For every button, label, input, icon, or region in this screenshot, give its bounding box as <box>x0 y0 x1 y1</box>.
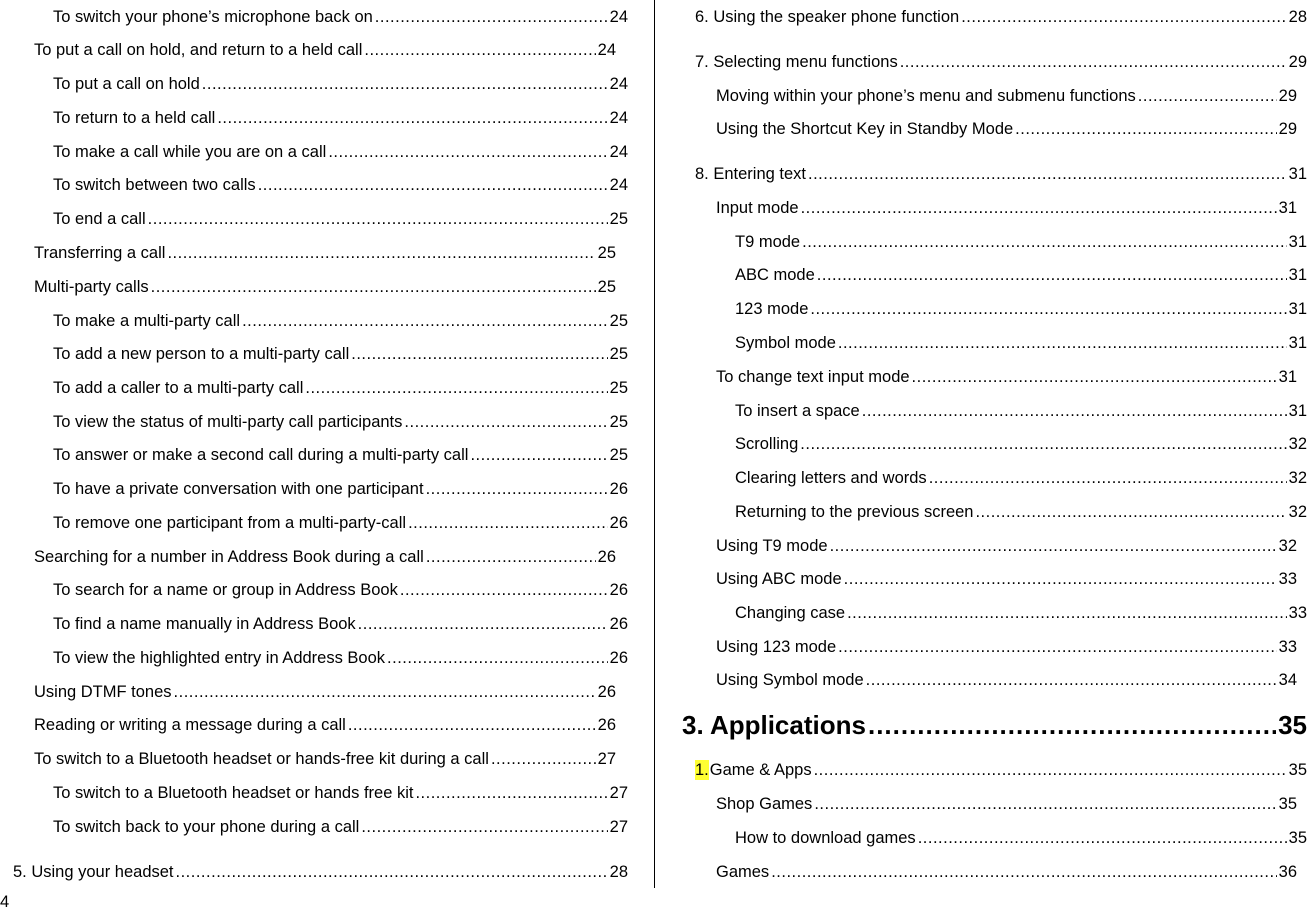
toc-entry[interactable]: To make a multi-party call ..... 25 <box>53 311 628 331</box>
toc-entry[interactable]: To switch to a Bluetooth headset or hands free kit ..... 27 <box>53 783 628 803</box>
toc-entry[interactable]: To end a call ..... 25 <box>53 209 628 229</box>
toc-entry[interactable]: T9 mode ..... 31 <box>735 232 1307 252</box>
highlighted-number: 1. <box>695 761 709 779</box>
toc-entry[interactable]: 123 mode ..... 31 <box>735 299 1307 319</box>
toc-entry[interactable]: Shop Games ..... 35 <box>716 794 1297 814</box>
toc-entry[interactable]: To switch back to your phone during a call ..... 27 <box>53 817 628 837</box>
toc-entry[interactable]: 7. Selecting menu functions ..... 29 <box>695 52 1307 72</box>
toc-entry[interactable]: To have a private conversation with one participant ..... 26 <box>53 479 628 499</box>
toc-entry[interactable]: How to download games ..... 35 <box>735 828 1307 848</box>
toc-entry[interactable]: To put a call on hold, and return to a held call ..... 24 <box>34 40 616 60</box>
toc-entry[interactable]: Reading or writing a message during a call ..... 26 <box>34 715 616 735</box>
toc-entry[interactable]: To add a new person to a multi-party call ..... 25 <box>53 344 628 364</box>
toc-entry[interactable]: Clearing letters and words ..... 32 <box>735 468 1307 488</box>
toc-entry[interactable]: Input mode ..... 31 <box>716 198 1297 218</box>
toc-entry[interactable]: To add a caller to a multi-party call ..... 25 <box>53 378 628 398</box>
toc-entry[interactable]: 8. Entering text ..... 31 <box>695 164 1307 184</box>
toc-entry[interactable]: Using T9 mode ..... 32 <box>716 536 1297 556</box>
toc-entry[interactable]: To put a call on hold ..... 24 <box>53 74 628 94</box>
toc-entry[interactable]: To change text input mode ..... 31 <box>716 367 1297 387</box>
toc-entry[interactable]: Scrolling ..... 32 <box>735 434 1307 454</box>
toc-entry[interactable]: Multi-party calls ..... 25 <box>34 277 616 297</box>
toc-entry[interactable]: To search for a name or group in Address Book ..... 26 <box>53 580 628 600</box>
page-number: 4 <box>0 893 10 911</box>
toc-entry[interactable]: Moving within your phone’s menu and submenu functions ..... 29 <box>716 86 1297 106</box>
toc-entry[interactable]: To switch your phone’s microphone back on ..... 24 <box>53 7 628 27</box>
toc-entry[interactable]: Symbol mode ..... 31 <box>735 333 1307 353</box>
toc-entry[interactable]: Using Symbol mode ..... 34 <box>716 670 1297 690</box>
toc-entry[interactable]: Returning to the previous screen ..... 32 <box>735 502 1307 522</box>
toc-entry[interactable]: Searching for a number in Address Book during a call ..... 26 <box>34 547 616 567</box>
toc-entry[interactable]: Using ABC mode ..... 33 <box>716 569 1297 589</box>
toc-entry[interactable]: Using DTMF tones ..... 26 <box>34 682 616 702</box>
toc-chapter-heading[interactable]: 3. Applications ..... 35 <box>682 710 1307 740</box>
toc-entry[interactable]: To view the status of multi-party call participants ..... 25 <box>53 412 628 432</box>
toc-entry[interactable]: Changing case ..... 33 <box>735 603 1307 623</box>
column-divider <box>654 0 655 888</box>
toc-entry[interactable]: To make a call while you are on a call ..... 24 <box>53 142 628 162</box>
toc-entry[interactable]: To answer or make a second call during a multi-party call ..... 25 <box>53 445 628 465</box>
toc-entry[interactable]: Transferring a call ..... 25 <box>34 243 616 263</box>
toc-entry[interactable]: 6. Using the speaker phone function ..... 28 <box>695 7 1307 27</box>
toc-entry[interactable]: To switch to a Bluetooth headset or hands-free kit during a call ..... 27 <box>34 749 616 769</box>
toc-entry[interactable]: To switch between two calls ..... 24 <box>53 175 628 195</box>
toc-entry[interactable]: To remove one participant from a multi-party-call ..... 26 <box>53 513 628 533</box>
toc-entry[interactable]: Using the Shortcut Key in Standby Mode ..... 29 <box>716 119 1297 139</box>
toc-entry[interactable]: ABC mode ..... 31 <box>735 265 1307 285</box>
toc-entry[interactable]: Games ..... 36 <box>716 862 1297 882</box>
toc-entry[interactable]: Using 123 mode ..... 33 <box>716 637 1297 657</box>
toc-entry[interactable]: To view the highlighted entry in Address Book ..... 26 <box>53 648 628 668</box>
toc-entry[interactable]: To return to a held call ..... 24 <box>53 108 628 128</box>
toc-entry[interactable]: To find a name manually in Address Book ..... 26 <box>53 614 628 634</box>
toc-entry[interactable]: To insert a space ..... 31 <box>735 401 1307 421</box>
toc-entry[interactable]: 1. Game & Apps ..... 35 <box>695 760 1307 780</box>
toc-entry[interactable]: 5. Using your headset ..... 28 <box>13 862 628 882</box>
